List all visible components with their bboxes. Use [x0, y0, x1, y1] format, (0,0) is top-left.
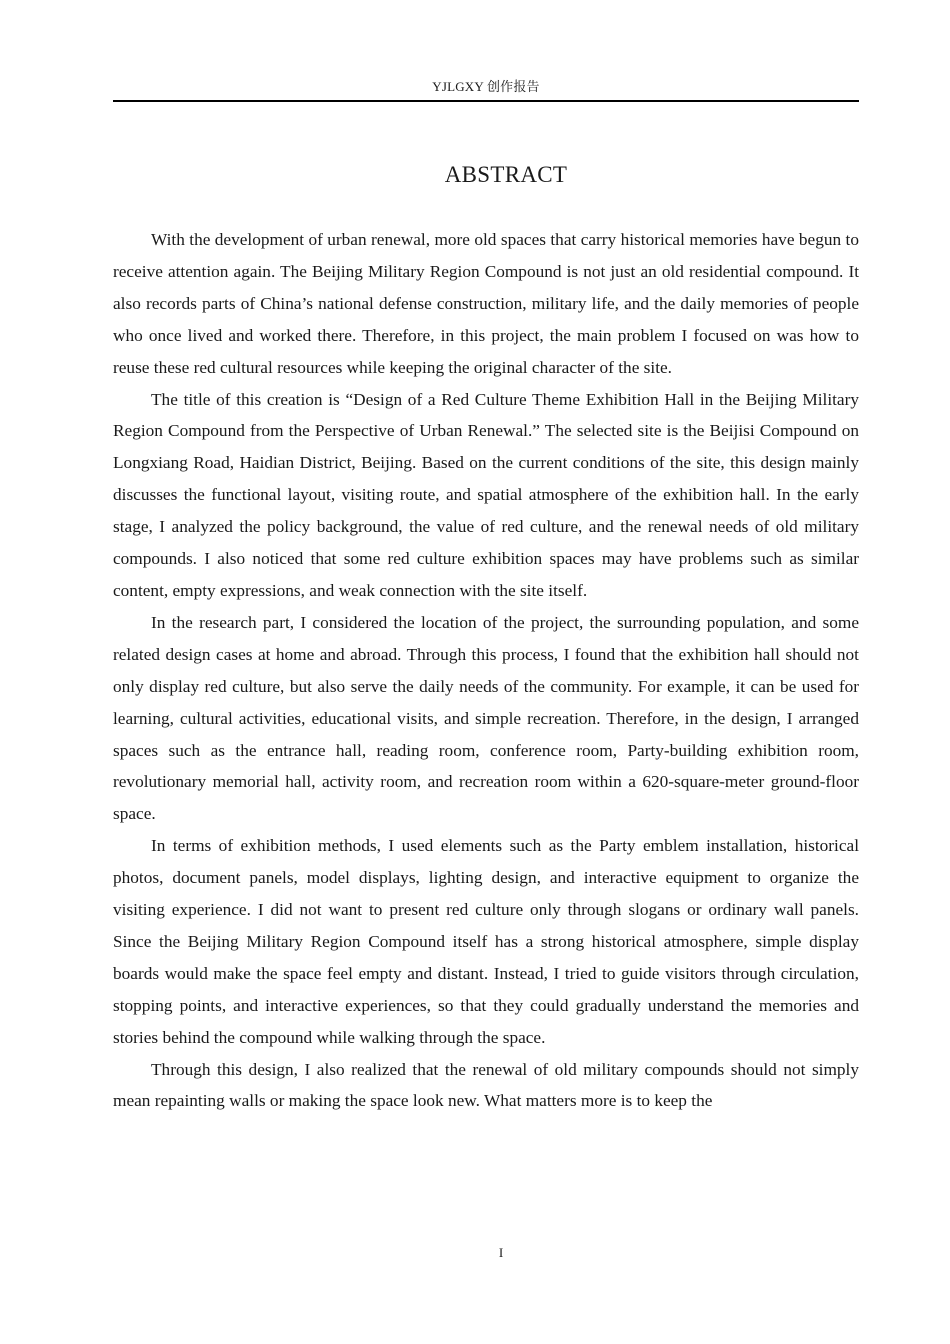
- abstract-paragraph-5: Through this design, I also realized that the renewal of old military compounds should not simply mean repainting walls or making the space look new. What matters more is to keep the: [113, 1059, 859, 1111]
- header-divider: [113, 100, 859, 102]
- abstract-body: [113, 224, 859, 1214]
- abstract-paragraph-2: The title of this creation is “Design of a Red Culture Theme Exhibition Hall in the Beijing Military Region Compound from the Perspective of Urban Renewal.” The selected site is the Beijisi Compound on Longxiang Road, Haidian District, Beijing. Based on the current conditions of the site, this design mainly discusses the functional layout, visiting route, and spatial atmosphere of the exhibition hall. In the early stage, I analyzed the policy background, the value of red culture, and the renewal needs of old military compounds. I also noticed that some red culture exhibition spaces may have problems such as similar content, empty expressions, and weak connection with the site itself.: [113, 389, 859, 600]
- page-number: I: [498, 1245, 504, 1260]
- abstract-paragraph-4: In terms of exhibition methods, I used elements such as the Party emblem installation, historical photos, document panels, model displays, lighting design, and interactive equipment to organize the visiting experience. I did not want to present red culture only through slogans or ordinary wall panels. Since the Beijing Military Region Compound itself has a strong historical atmosphere, simple display boards would make the space feel empty and distant. Instead, I tried to guide visitors through circulation, stopping points, and interactive experiences, so that they could gradually understand the memories and stories behind the compound while walking through the space.: [113, 836, 859, 1047]
- abstract-title: ABSTRACT: [444, 162, 568, 187]
- running-header: YJLGXY 创作报告: [432, 79, 540, 94]
- abstract-paragraph-1: With the development of urban renewal, more old spaces that carry historical memories have begun to receive attention again. The Beijing Military Region Compound is not just an old residential compound. It also records parts of China’s national defense construction, military life, and the daily memories of people who once lived and worked there. Therefore, in this project, the main problem I focused on was how to reuse these red cultural resources while keeping the original character of the site.: [113, 230, 859, 377]
- abstract-paragraph-3: In the research part, I considered the location of the project, the surrounding population, and some related design cases at home and abroad. Through this process, I found that the exhibition hall should not only display red culture, but also serve the daily needs of the community. For example, it can be used for learning, cultural activities, educational visits, and simple recreation. Therefore, in the design, I arranged spaces such as the entrance hall, reading room, conference room, Party-building exhibition room, revolutionary memorial hall, activity room, and recreation room within a 620-square-meter ground-floor space.: [113, 612, 859, 824]
